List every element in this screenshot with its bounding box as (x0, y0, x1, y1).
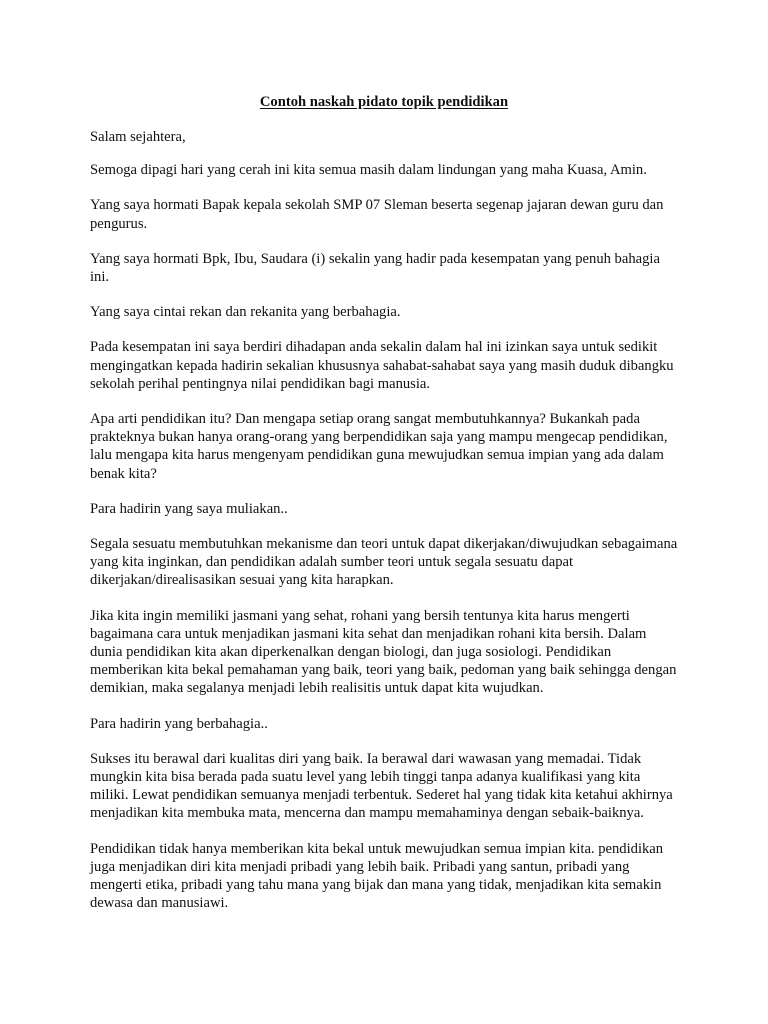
paragraph-address-2: Para hadirin yang berbahagia.. (90, 715, 268, 732)
paragraph-questions: Apa arti pendidikan itu? Dan mengapa setiap orang sangat membutuhkannya? Bukankah pada prakteknya bukan hanya orang-orang yang berpendidikan saja yang mampu mengecap pendidikan, lalu mengapa kita harus mengenyam pendidikan guna mewujudkan semua impian yang ada dalam benak kita? (90, 411, 668, 482)
paragraph-greeting: Salam sejahtera, (90, 129, 186, 145)
paragraph-introduction: Pada kesempatan ini saya berdiri dihadapan anda sekalin dalam hal ini izinkan saya untuk sedikit mengingatkan kepada hadirin sekalian khususnya sahabat-sahabat saya yang masih duduk dibangku sekolah perihal pentingnya nilai pendidikan bagi manusia. (90, 339, 674, 392)
document-title: Contoh naskah pidato topik pendidikan (259, 94, 509, 110)
paragraph-success: Sukses itu berawal dari kualitas diri yang baik. Ia berawal dari wawasan yang memadai. Tidak mungkin kita bisa berada pada suatu level yang lebih tinggi tanpa adanya kualifikasi yang kita miliki. Lewat pendidikan semuanya menjadi terbentuk. Sederet hal yang tidak kita ketahui akhirnya menjadikan kita membuka mata, mencerna dan mampu memahaminya dengan sebaik-baiknya. (90, 750, 673, 822)
paragraph-salutation-principal: Yang saya hormati Bapak kepala sekolah SMP 07 Sleman beserta segenap jajaran dewan guru dan pengurus. (90, 197, 664, 232)
paragraph-mechanism: Segala sesuatu membutuhkan mekanisme dan teori untuk dapat dikerjakan/diwujudkan sebagaimana yang kita inginkan, dan pendidikan adalah sumber teori untuk segala sesuatu dapat dikerjakan/direalisasikan sesuai yang kita harapkan. (90, 536, 678, 589)
paragraph-opening-prayer: Semoga dipagi hari yang cerah ini kita semua masih dalam lindungan yang maha Kuasa, Amin. (90, 162, 647, 179)
paragraph-character: Pendidikan tidak hanya memberikan kita bekal untuk mewujudkan semua impian kita. pendidikan juga menjadikan diri kita menjadi pribadi yang lebih baik. Pribadi yang santun, pribadi yang mengerti etika, pribadi yang tahu mana yang bijak dan mana yang tidak, menjadikan kita semakin dewasa dan manusiawi. (90, 840, 664, 912)
paragraph-salutation-audience: Yang saya hormati Bpk, Ibu, Saudara (i) sekalin yang hadir pada kesempatan yang penuh bahagia ini. (90, 250, 660, 286)
paragraph-address-1: Para hadirin yang saya muliakan.. (90, 500, 288, 517)
paragraph-health: Jika kita ingin memiliki jasmani yang sehat, rohani yang bersih tentunya kita harus mengerti bagaimana cara untuk menjadikan jasmani kita sehat dan menjadikan rohani kita bersih. Dalam dunia pendidikan kita akan diperkenalkan dengan biologi, dan juga sosiologi. Pendidikan memberikan kita bekal pemahaman yang baik, teori yang baik, pedoman yang baik sehingga dengan demikian, maka segalanya menjadi lebih realisitis untuk dapat kita wujudkan. (90, 607, 677, 697)
document-body (90, 128, 680, 930)
paragraph-salutation-colleagues: Yang saya cintai rekan dan rekanita yang berbahagia. (90, 304, 401, 321)
